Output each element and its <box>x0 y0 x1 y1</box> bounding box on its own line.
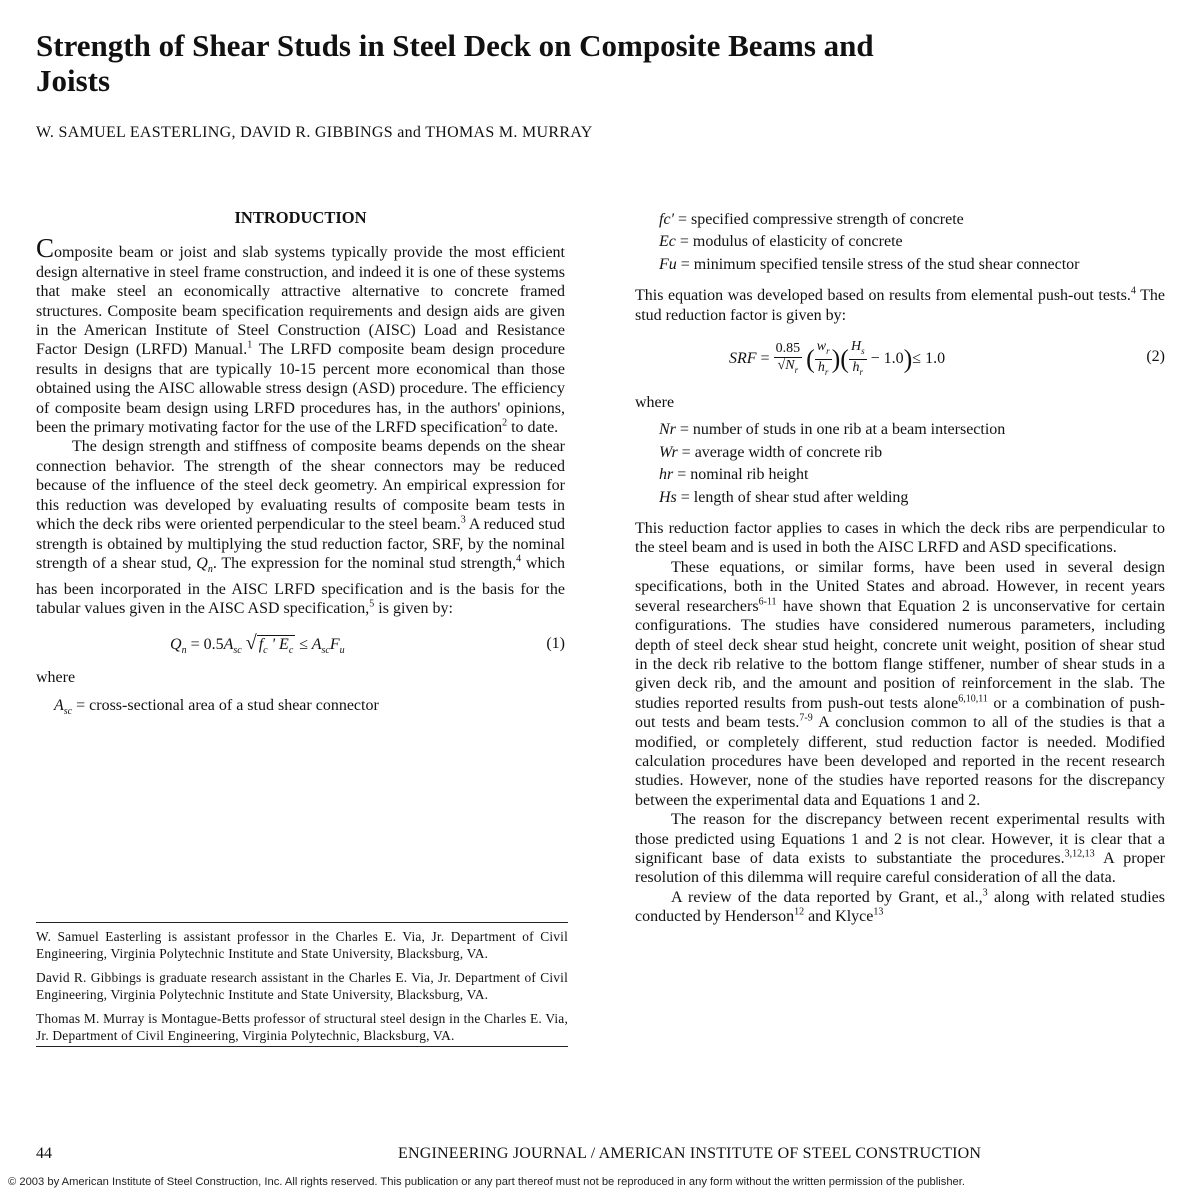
page-number: 44 <box>36 1145 52 1162</box>
citation: 3 <box>460 514 466 526</box>
equation-2 <box>635 333 1165 387</box>
definition-fu: Fu = minimum specified tensile stress of the stud shear connector <box>659 255 1080 273</box>
citation: 3 <box>982 887 988 899</box>
citation: 3,12,13 <box>1064 848 1095 860</box>
definition-list-2 <box>635 420 1165 507</box>
equation-1-expression: $Q_n = 0.5A_{sc}$ √ $f_c$ ' $E_c \le A_{sc}F_u$ <box>170 632 345 657</box>
where-label: where <box>36 669 76 687</box>
left-column <box>36 206 565 724</box>
citation: 1 <box>247 340 253 352</box>
citation: 13 <box>873 906 884 918</box>
right-column <box>635 210 1165 927</box>
citation: 4 <box>1130 285 1136 297</box>
definition-ec: Ec = modulus of elasticity of concrete <box>659 233 903 251</box>
citation: 6,10,11 <box>958 693 988 705</box>
equation-2-number: (2) <box>1146 348 1165 366</box>
paragraph-discrepancy: The reason for the discrepancy between recent experimental results with those predicted using Equations 1 and 2 is not clear. However, it is clear that a significant base of data exists to substantiate the procedures.$^{3,12,13}$ A proper resolution of this dilemma will require careful consideration of all the data. <box>635 811 1166 887</box>
citation: 4 <box>516 553 522 565</box>
paragraph-review: A review of the data reported by Grant, et al.,$^3$ along with related studies conducted by Henderson$^{12}$ and Klyce$^{13}$ <box>635 887 1165 926</box>
equation-2-expression: SRF = $\frac{0.85}{√N_r}$ ( $\frac{w_r}{h_r}$ )( $\frac{H_s}{h_r}$ − 1.0)≤ 1.0 <box>729 339 946 377</box>
intro-paragraph-2: The design strength and stiffness of composite beams depends on the shear connection behavior. The strength of the shear connectors may be reduced because of the influence of the steel deck geometry. An empirical expression for this reduction was developed by evaluating results of composite beam tests in which the deck ribs were oriented perpendicular to the steel beam.$^3$ A reduced stud strength is obtained by multiplying the stud reduction factor, SRF, by the nominal strength of a shear stud, $Q_n$. The expression for the nominal stud strength,$^4$ which has been incorporated in the AISC LRFD specification and is the basis for the tabular values given in the AISC ASD specification,$^5$ is given by: <box>36 438 566 617</box>
definition-hr: hr = nominal rib height <box>659 466 809 484</box>
definition-hs: Hs = length of shear stud after welding <box>659 488 909 506</box>
author-list: W. SAMUEL EASTERLING, DAVID R. GIBBINGS and THOMAS M. MURRAY <box>36 124 593 141</box>
citation: 2 <box>502 417 508 429</box>
section-heading-introduction: INTRODUCTION <box>234 208 367 227</box>
paper-title: Strength of Shear Studs in Steel Deck on Composite Beams and Joists <box>36 28 874 98</box>
footnote-easterling: W. Samuel Easterling is assistant professor in the Charles E. Via, Jr. Department of Civil Engineering, Virginia Polytechnic Institute and State University, Blacksburg, VA. <box>36 929 568 961</box>
symbol-asc: $A_{sc}$ <box>54 696 73 717</box>
citation: 6-11 <box>758 596 777 608</box>
equation-1 <box>36 626 565 662</box>
definition-asc: $A_{sc}$ = cross-sectional area of a stud shear connector <box>54 696 379 717</box>
intro-paragraph-1: Composite beam or joist and slab systems typically provide the most efficient design alternative in steel frame construction, and indeed it is one of these systems that make steel an economically attractive alternative to concrete framed structures. Composite beam specification requirements and design aids are given in the American Institute of Steel Construction (AISC) Load and Resistance Factor Design (LRFD) Manual.$^1$ The LRFD composite beam design procedure results in designs that are typically 10-15 percent more economical than those obtained using the AISC allowable stress design (ASD) procedure. The efficiency of composite beam design using LRFD procedures has, in the authors' opinions, been the primary motivating factor for the use of the LRFD specification$^2$ to date. <box>36 233 565 437</box>
definition-list-1 <box>635 210 1165 274</box>
citation: 12 <box>794 906 805 918</box>
definition-wr: Wr = average width of concrete rib <box>659 443 883 461</box>
drop-cap: C <box>36 233 55 264</box>
where-label-2: where <box>635 394 675 412</box>
author-footnotes <box>36 922 568 1047</box>
paragraph-reduction-factor: This reduction factor applies to cases in which the deck ribs are perpendicular to the steel beam and is used in both the AISC LRFD and ASD specifications. <box>635 520 1165 557</box>
footnote-murray: Thomas M. Murray is Montague-Betts professor of structural steel design in the Charles E. Via, Jr. Department of Civil Engineering, Virginia Polytechnic, Blacksburg, VA. <box>36 1011 568 1046</box>
definition-nr: Nr = number of studs in one rib at a beam intersection <box>659 421 1006 439</box>
definition-fc: fc' = specified compressive strength of concrete <box>659 211 964 228</box>
journal-name: ENGINEERING JOURNAL / AMERICAN INSTITUTE OF STEEL CONSTRUCTION <box>398 1145 982 1162</box>
paragraph-equations-forms: These equations, or similar forms, have been used in several design specifications, both in the United States and abroad. However, in recent years several researchers$^{6-11}$ have shown that Equation 2 is unconservative for certain configurations. The studies have considered numerous parameters, including depth of steel deck shear stud height, concrete unit weight, position of shear stud in the deck rib relative to the bottom flange stiffener, number of shear studs in a given deck rib, and the amount and position of reinforcement in the slab. The studies reported results from push-out tests alone$^{6,10,11}$ or a combination of push-out tests and beam tests.$^{7-9}$ A conclusion common to all of the studies is that a modified, or completely different, stud reduction factor is needed. Modified calculation procedures have been developed and reported in the recent research studies. However, none of the studies have reported reasons for the discrepancy between the experimental data and Equations 1 and 2. <box>635 558 1166 809</box>
footnote-gibbings: David R. Gibbings is graduate research assistant in the Charles E. Via, Jr. Department of Civil Engineering, Virginia Polytechnic Institute and State University, Blacksburg, VA. <box>36 970 568 1002</box>
symbol-qn: $Q_n$ <box>196 554 213 576</box>
equation-1-number: (1) <box>546 635 565 653</box>
citation: 7-9 <box>799 712 813 724</box>
citation: 5 <box>369 598 375 610</box>
copyright-notice: © 2003 by American Institute of Steel Construction, Inc. All rights reserved. This publication or any part thereof must not be reproduced in any form without the written permission of the publisher. <box>8 1176 965 1188</box>
paragraph-pushout: This equation was developed based on results from elemental push-out tests.$^4$ The stud reduction factor is given by: <box>635 285 1166 324</box>
